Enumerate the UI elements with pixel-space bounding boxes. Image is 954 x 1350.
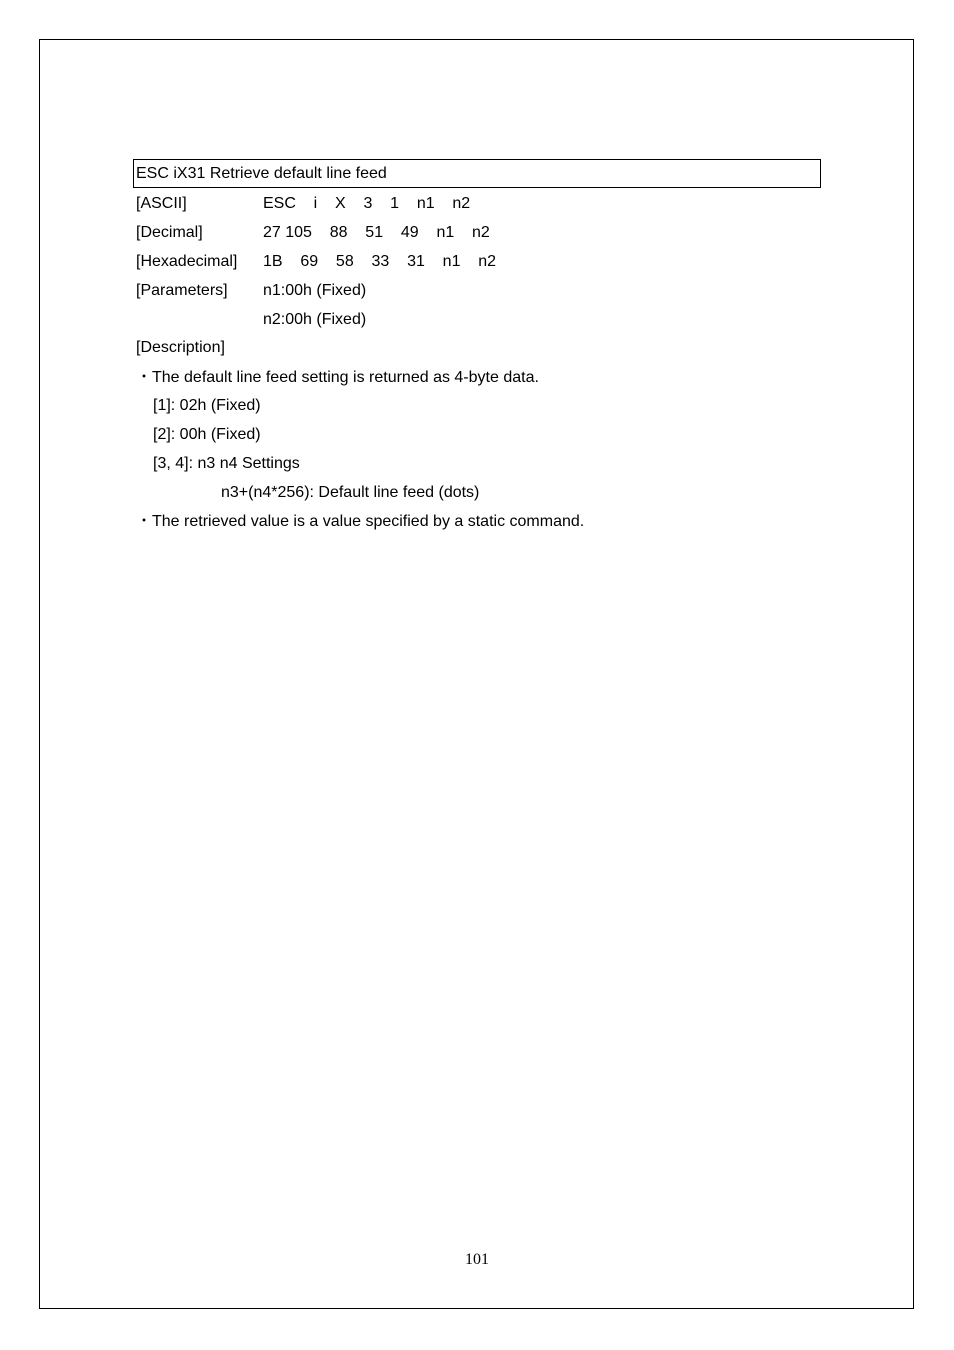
decimal-value: 27 105 88 51 49 n1 n2 (263, 224, 490, 241)
description-label: [Description] (136, 339, 225, 356)
description-item-3: [3, 4]: n3 n4 Settings (153, 455, 300, 472)
page-number: 101 (465, 1251, 489, 1268)
command-title: ESC iX31 Retrieve default line feed (133, 159, 821, 188)
hexadecimal-label: [Hexadecimal] (136, 253, 238, 270)
description-item-2: [2]: 00h (Fixed) (153, 426, 261, 443)
decimal-label: [Decimal] (136, 224, 203, 241)
ascii-label: [ASCII] (136, 195, 187, 212)
ascii-value: ESC i X 3 1 n1 n2 (263, 195, 471, 212)
description-bullet-1: ・The default line feed setting is returned as 4-byte data. (136, 369, 539, 386)
description-item-3-detail: n3+(n4*256): Default line feed (dots) (221, 484, 480, 501)
parameter-n1: n1:00h (Fixed) (263, 282, 367, 299)
parameters-label: [Parameters] (136, 282, 228, 299)
description-bullet-2: ・The retrieved value is a value specified by a static command. (136, 513, 585, 530)
parameter-n2: n2:00h (Fixed) (263, 311, 367, 328)
hexadecimal-value: 1B 69 58 33 31 n1 n2 (263, 253, 497, 270)
description-item-1: [1]: 02h (Fixed) (153, 397, 261, 414)
